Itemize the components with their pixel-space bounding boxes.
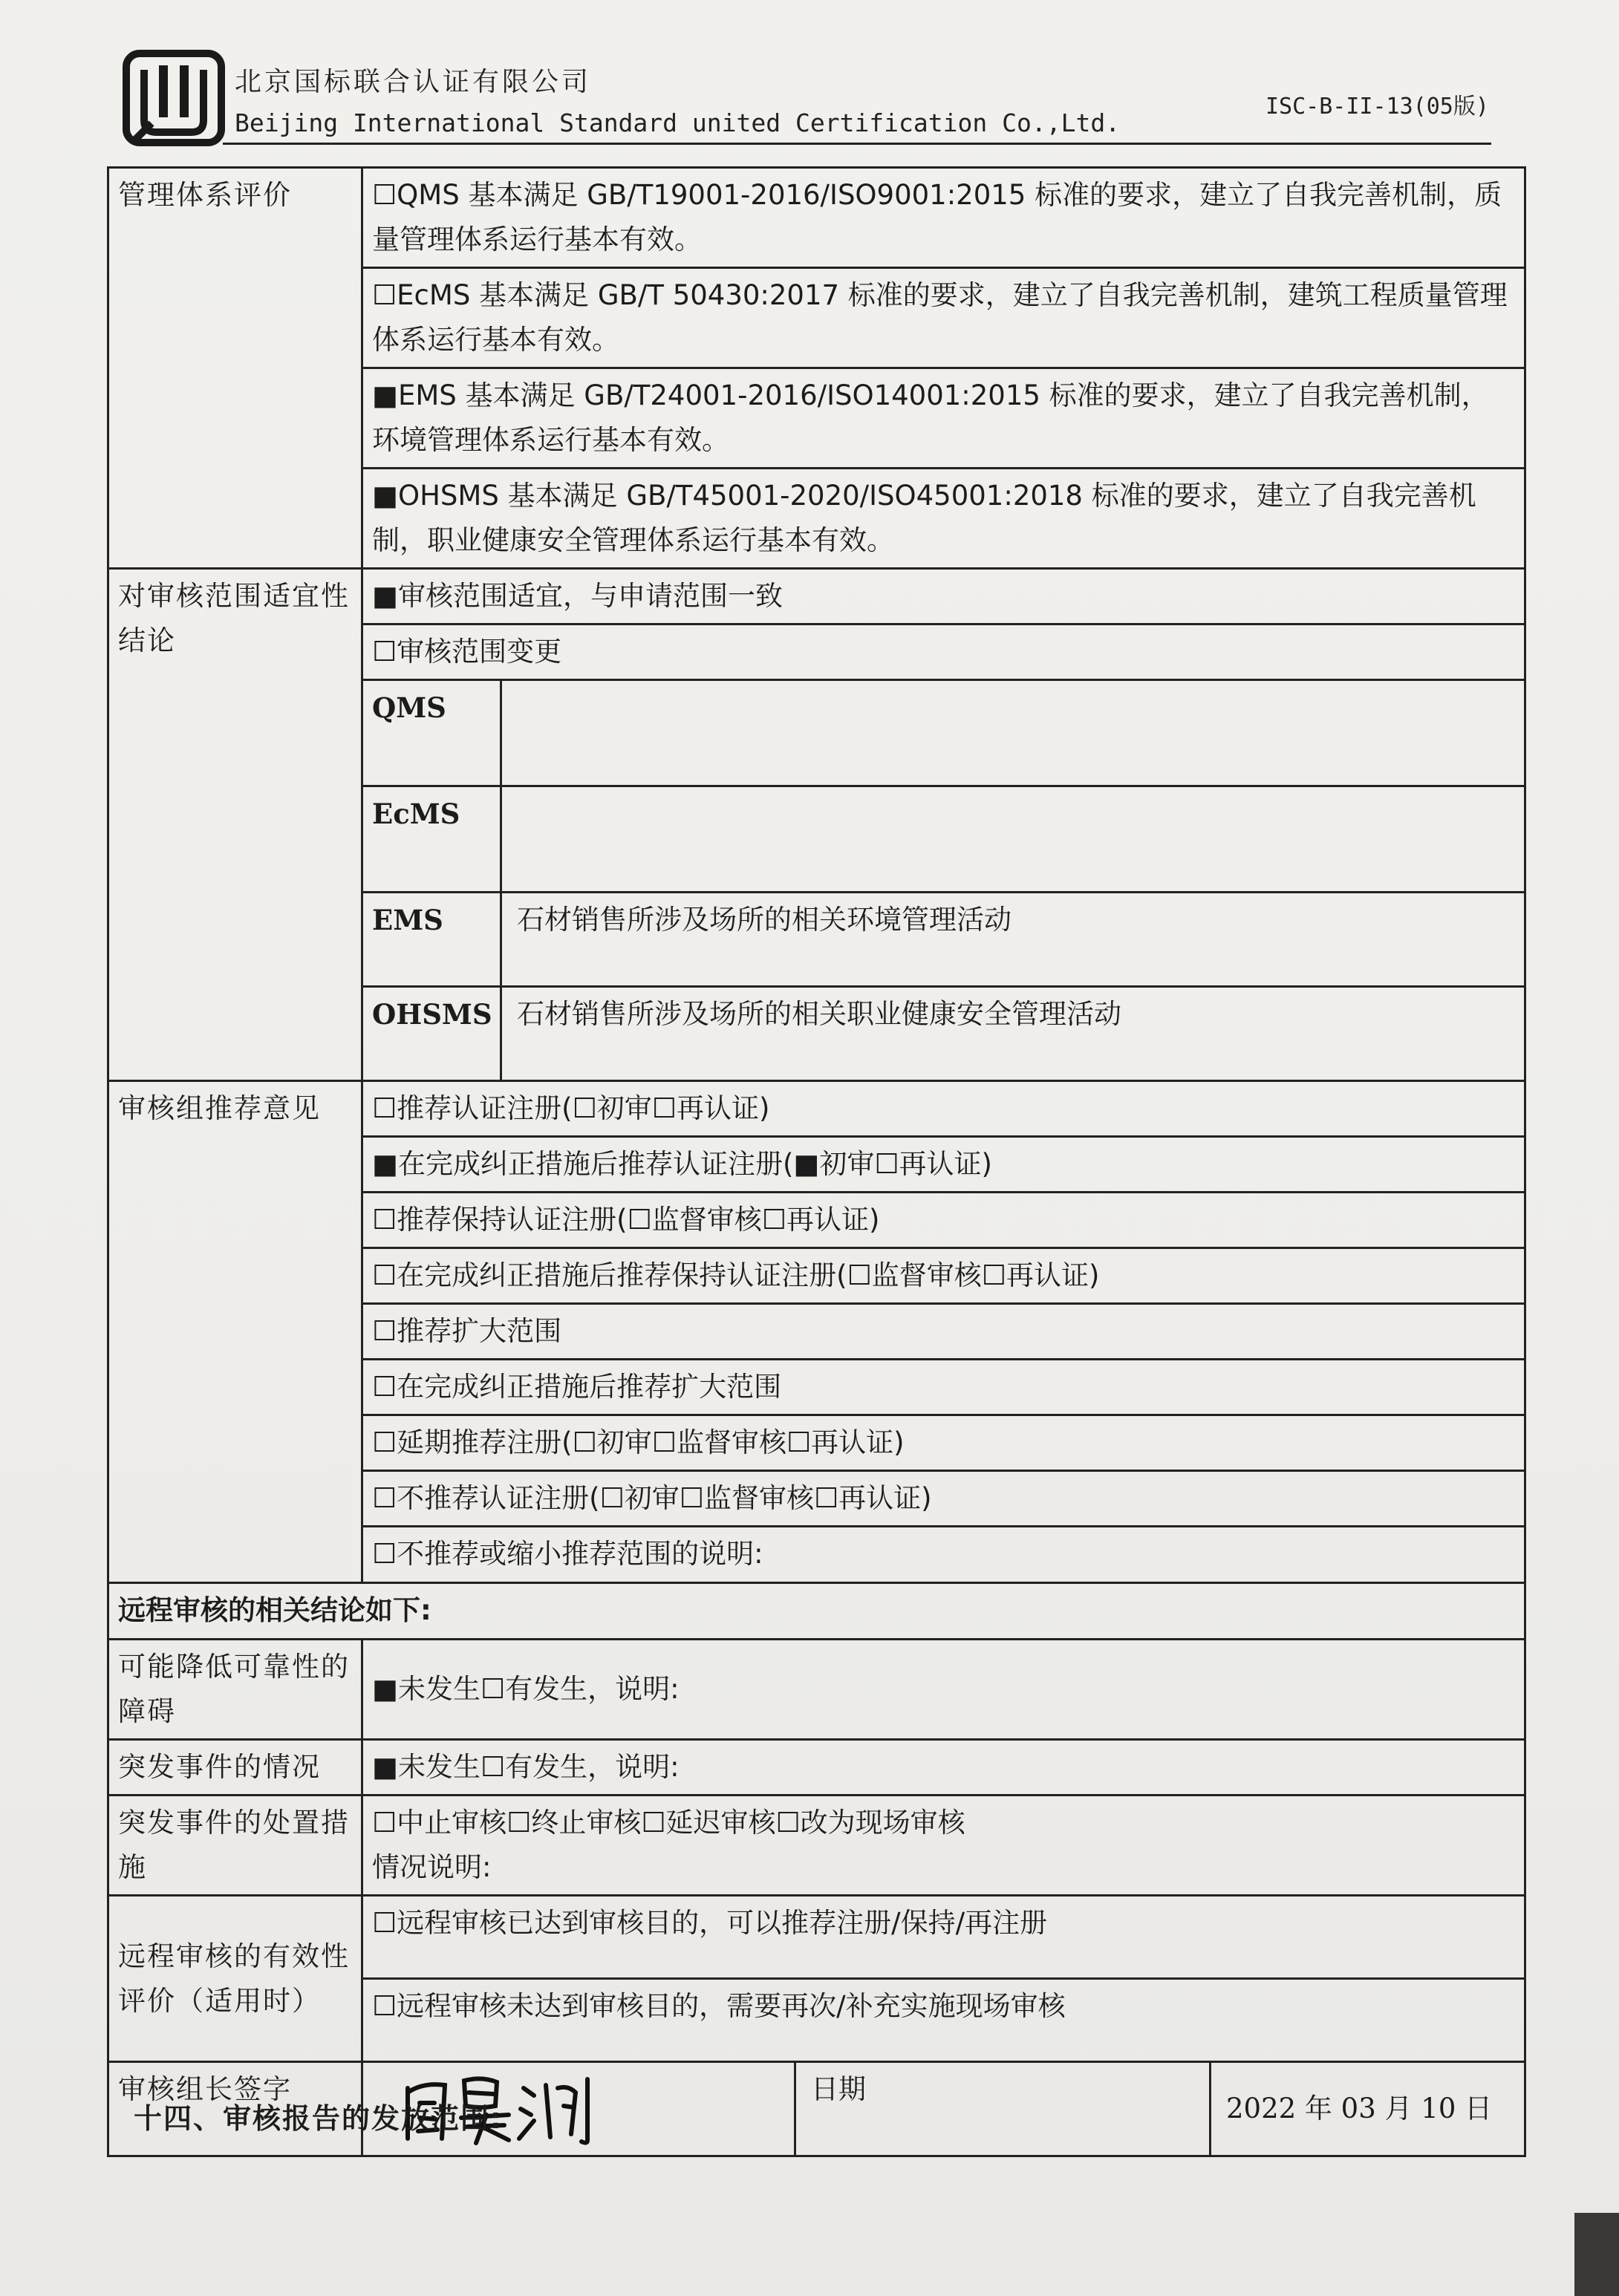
recommend-item: ☐不推荐或缩小推荐范围的说明:: [362, 1527, 1525, 1583]
scope-option-changed: ☐审核范围变更: [362, 624, 1525, 680]
scope-value-ecms: [502, 787, 1524, 891]
recommend-item: ☐推荐保持认证注册(☐监督审核☐再认证): [362, 1193, 1525, 1248]
remote-obstacle-label: 可能降低可靠性的障碍: [108, 1640, 362, 1740]
scope-option-suitable: ■审核范围适宜，与申请范围一致: [362, 569, 1525, 624]
remote-heading: 远程审核的相关结论如下:: [108, 1583, 1525, 1640]
evaluation-qms: ☐QMS 基本满足 GB/T19001-2016/ISO9001:2015 标准的要求，建立了自我完善机制，质量管理体系运行基本有效。: [362, 168, 1525, 268]
remote-measure-label: 突发事件的处置措施: [108, 1796, 362, 1896]
evaluation-ohsms: ■OHSMS 基本满足 GB/T45001-2020/ISO45001:2018 标准的要求，建立了自我完善机制，职业健康安全管理体系运行基本有效。: [362, 469, 1525, 569]
scope-ohsms-row: [362, 987, 1525, 1081]
evaluation-ecms: ☐EcMS 基本满足 GB/T 50430:2017 标准的要求，建立了自我完善机制，建筑工程质量管理体系运行基本有效。: [362, 268, 1525, 368]
scope-qms-row: [362, 680, 1525, 786]
evaluation-label: 管理体系评价: [108, 168, 362, 569]
scope-system-qms: QMS: [363, 681, 502, 785]
signature-row: [362, 2062, 1525, 2156]
remote-validity-option-not-achieved: ☐远程审核未达到审核目的，需要再次/补充实施现场审核: [362, 1979, 1525, 2062]
distribution-heading: 十四、审核报告的发放范围:: [134, 2102, 504, 2135]
scope-system-ecms: EcMS: [363, 787, 502, 891]
remote-measure-cell: [362, 1796, 1525, 1896]
scope-system-ohsms: OHSMS: [363, 988, 502, 1080]
remote-validity-label: 远程审核的有效性评价（适用时）: [108, 1896, 362, 2062]
company-name-cn: 北京国标联合认证有限公司: [235, 67, 592, 97]
recommend-item: ☐延期推荐注册(☐初审☐监督审核☐再认证): [362, 1415, 1525, 1471]
page-corner-shadow: [1574, 2213, 1619, 2296]
remote-obstacle-value: ■未发生☐有发生，说明:: [362, 1640, 1525, 1740]
recommend-item: ■在完成纠正措施后推荐认证注册(■初审☐再认证): [362, 1137, 1525, 1193]
recommend-item: ☐推荐认证注册(☐初审☐再认证): [362, 1081, 1525, 1137]
recommend-item: ☐推荐扩大范围: [362, 1304, 1525, 1360]
recommend-item: ☐在完成纠正措施后推荐保持认证注册(☐监督审核☐再认证): [362, 1248, 1525, 1304]
remote-measure-value: ☐中止审核☐终止审核☐延迟审核☐改为现场审核: [372, 1807, 965, 1839]
recommend-item: ☐在完成纠正措施后推荐扩大范围: [362, 1360, 1525, 1415]
remote-measure-note: 情况说明:: [372, 1851, 492, 1883]
audit-form-table: [107, 166, 1526, 2157]
scope-ems-row: [362, 893, 1525, 987]
signature-label: 审核组长签字: [108, 2062, 362, 2156]
document-code: ISC-B-II-13(05版): [1265, 94, 1489, 120]
scope-value-qms: [502, 681, 1524, 785]
scope-system-ems: EMS: [363, 893, 502, 985]
remote-incident-label: 突发事件的情况: [108, 1740, 362, 1796]
recommend-label: 审核组推荐意见: [108, 1081, 362, 1583]
company-name-en: Beijing International Standard united Certification Co.,Ltd.: [235, 108, 1121, 137]
remote-validity-option-achieved: ☐远程审核已达到审核目的，可以推荐注册/保持/再注册: [362, 1896, 1525, 1979]
scope-ecms-row: [362, 786, 1525, 893]
date-value: 2022 年 03 月 10 日: [1226, 2093, 1493, 2124]
scope-value-ems: 石材销售所涉及场所的相关环境管理活动: [517, 904, 1012, 936]
header-divider: [223, 143, 1491, 145]
date-label: 日期: [796, 2063, 1211, 2155]
scope-label: 对审核范围适宜性结论: [108, 569, 362, 1081]
recommend-item: ☐不推荐认证注册(☐初审☐监督审核☐再认证): [362, 1471, 1525, 1527]
company-logo: [122, 49, 226, 147]
scope-value-ohsms: 石材销售所涉及场所的相关职业健康安全管理活动: [517, 998, 1121, 1030]
evaluation-ems: ■EMS 基本满足 GB/T24001-2016/ISO14001:2015 标准的要求，建立了自我完善机制，环境管理体系运行基本有效。: [362, 368, 1525, 469]
remote-incident-value: ■未发生☐有发生，说明:: [362, 1740, 1525, 1796]
